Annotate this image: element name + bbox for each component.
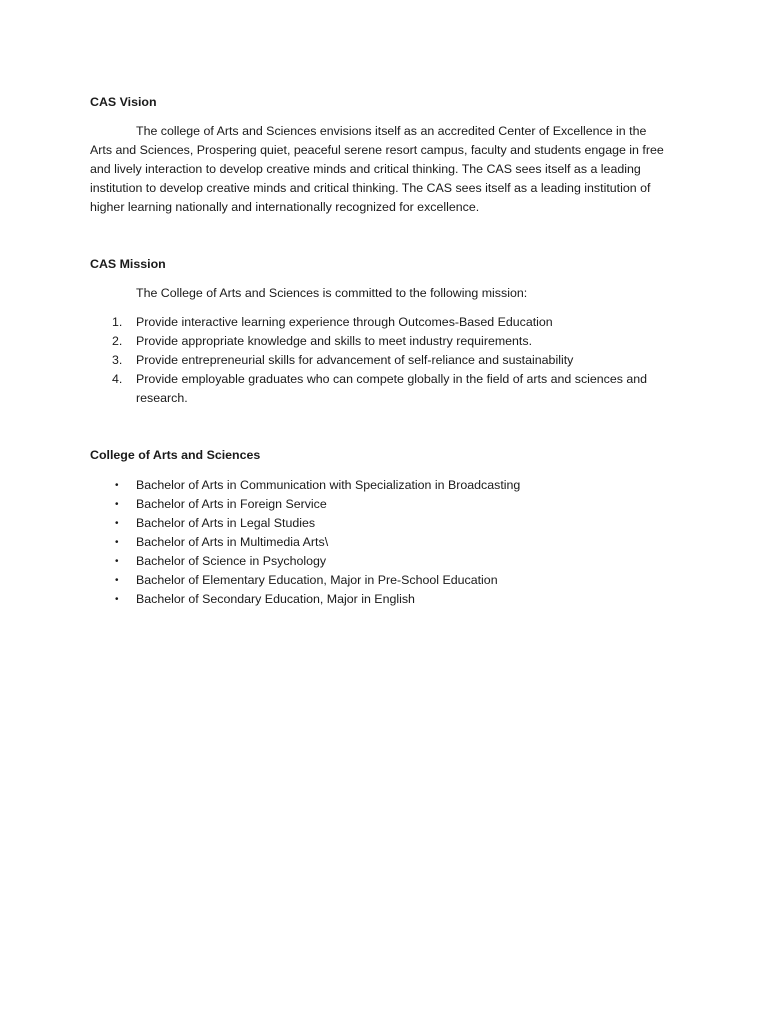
programs-list: [90, 476, 670, 609]
program-item: [90, 514, 670, 533]
mission-intro: The College of Arts and Sciences is committed to the following mission:: [136, 286, 528, 300]
program-item-text: Bachelor of Elementary Education, Major in Pre-School Education: [136, 573, 498, 587]
bullet-icon: •: [115, 518, 119, 529]
mission-item-text: Provide interactive learning experience through Outcomes-Based Education: [136, 315, 553, 329]
bullet-icon: •: [115, 556, 119, 567]
program-item: [90, 476, 670, 495]
program-item-text: Bachelor of Arts in Foreign Service: [136, 497, 327, 511]
program-item-text: Bachelor of Arts in Communication with Specialization in Broadcasting: [136, 478, 521, 492]
program-item: [90, 571, 670, 590]
program-item-text: Bachelor of Science in Psychology: [136, 554, 327, 568]
mission-item-text: Provide employable graduates who can compete globally in the field of arts and sciences and research.: [136, 372, 648, 405]
bullet-icon: •: [115, 575, 119, 586]
vision-heading: CAS Vision: [90, 95, 157, 109]
list-number: 3.: [112, 353, 123, 367]
mission-item-text: Provide appropriate knowledge and skills to meet industry requirements.: [136, 334, 533, 348]
mission-item: [90, 351, 670, 370]
program-item: [90, 552, 670, 571]
program-item-text: Bachelor of Secondary Education, Major in English: [136, 592, 415, 606]
vision-paragraph: The college of Arts and Sciences envisions itself as an accredited Center of Excellence in the Arts and Sciences, Prospering quiet, peaceful serene resort campus, faculty and students engage in free and lively interaction to develop creative minds and critical thinking. The CAS sees itself as a leading institution to develop creative minds and critical thinking. The CAS sees itself as a leading institution of higher learning nationally and internationally recognized for excellence.: [90, 124, 664, 214]
mission-item: [90, 332, 670, 351]
programs-heading: College of Arts and Sciences: [90, 448, 261, 462]
program-item: [90, 495, 670, 514]
list-number: 2.: [112, 334, 123, 348]
mission-list: [90, 313, 670, 408]
program-item: [90, 533, 670, 552]
list-number: 1.: [112, 315, 123, 329]
bullet-icon: •: [115, 594, 119, 605]
mission-item: [90, 370, 670, 408]
mission-section: [90, 255, 670, 408]
vision-section: [90, 93, 670, 217]
program-item-text: Bachelor of Arts in Legal Studies: [136, 516, 316, 530]
bullet-icon: •: [115, 537, 119, 548]
program-item: [90, 590, 670, 609]
bullet-icon: •: [115, 480, 119, 491]
mission-heading: CAS Mission: [90, 257, 166, 271]
document-content: [90, 93, 670, 609]
list-number: 4.: [112, 372, 123, 386]
mission-item: [90, 313, 670, 332]
mission-item-text: Provide entrepreneurial skills for advancement of self-reliance and sustainability: [136, 353, 574, 367]
program-item-text: Bachelor of Arts in Multimedia Arts\: [136, 535, 329, 549]
bullet-icon: •: [115, 499, 119, 510]
programs-section: [90, 446, 670, 609]
